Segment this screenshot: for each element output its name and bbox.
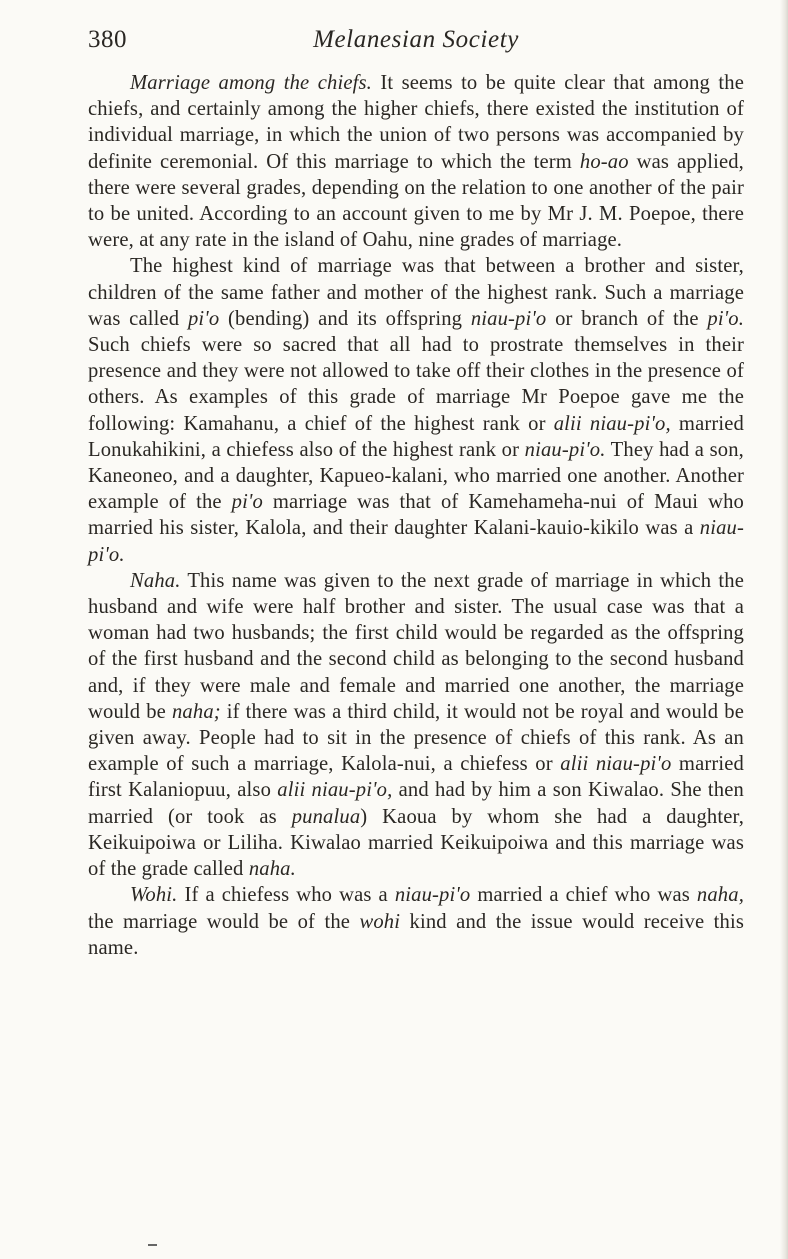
italic-term: wohi — [359, 910, 401, 933]
italic-term: Wohi. — [130, 884, 178, 907]
text-run: Such chiefs were so sacred that all had to prostrate themselves in their presence and they were not allowed to take off their clothes in the presence of others. As examples of this grade of marriage Mr Poepoe gave me the following: Kamahanu, a chief of the highest rank or — [88, 334, 744, 435]
italic-term: Marriage among the chiefs. — [130, 72, 372, 94]
text-run: It seems to be quite clear that among the chiefs, and certainly among the higher chiefs, there existed the institution of individual marriage, in which the union of two persons was accompanied by definite ceremonial. Of this marriage to which the term — [88, 72, 744, 173]
italic-term: pi'o — [231, 491, 263, 514]
page-number: 380 — [88, 26, 127, 53]
italic-term: naha; — [171, 700, 221, 723]
text-run: or branch of the — [546, 307, 708, 330]
text-run: The highest kind of marriage was that between a brother and sister, children of the same father and mother of the highest rank. Such a marriage was called — [88, 255, 744, 330]
italic-term: pi'o — [187, 307, 220, 330]
italic-term: naha, — [696, 884, 744, 907]
running-title: Melanesian Society — [313, 26, 519, 53]
italic-term: ho-ao — [579, 150, 629, 173]
text-run: and had by him a son Kiwalao. She then married (or took as — [88, 779, 744, 828]
text-run: married a chief who was — [470, 884, 697, 907]
italic-term: niau-pi'o. — [524, 438, 606, 461]
paragraph — [88, 882, 744, 961]
italic-term: punalua — [291, 805, 361, 828]
text-run: If a chiefess who was a — [177, 884, 395, 907]
text-run: They had a son, Kaneoneo, and a daughter, Kapueo-kalani, who married one another. Another example of the — [88, 438, 744, 514]
page-header — [88, 26, 744, 62]
text-run: kind and the issue would receive this name. — [88, 910, 744, 959]
text-run: was applied, there were several grades, depending on the relation to one another of the pair to be united. According to an account given to me by Mr J. M. Poepoe, there were, at any rate in the island of Oahu, nine grades of marriage. — [88, 150, 744, 252]
text-run: (bending) and its offspring — [219, 307, 471, 330]
text-run: the marriage would be of the — [88, 910, 360, 933]
paragraph — [88, 568, 744, 882]
italic-term: alii niau-pi'o, — [553, 412, 671, 435]
body-text — [88, 70, 744, 961]
paragraph — [88, 253, 744, 567]
italic-term: niau-pi'o — [394, 884, 471, 907]
italic-term: pi'o. — [707, 307, 744, 330]
italic-term: alii niau-pi'o, — [277, 779, 393, 802]
page-edge-shadow — [780, 0, 788, 1259]
text-run: married Lonukahikini, a chiefess also of the highest rank or — [88, 412, 744, 461]
text-run: marriage was that of Kamehameha-nui of Maui who married his sister, Kalola, and their daughter Kalani-kauio-kikilo was a — [88, 491, 745, 540]
italic-term: niau-pi'o. — [88, 517, 744, 566]
italic-term: naha. — [248, 858, 296, 881]
text-run: if there was a third child, it would not be royal and would be given away. People had to sit in the presence of chiefs of this rank. As an example of such a marriage, Kalola-nui, a chiefess or — [88, 700, 744, 776]
italic-term: Naha. — [130, 569, 181, 592]
text-run: ) Kaoua by whom she had a daughter, Keikuipoiwa or Liliha. Kiwalao married Keikuipoiwa and this marriage was of the grade called — [88, 805, 744, 881]
text-run: married first Kalaniopuu, also — [88, 753, 744, 802]
italic-term: niau-pi'o — [470, 307, 547, 330]
text-run: This name was given to the next grade of marriage in which the husband and wife were half brother and sister. The usual case was that a woman had two husbands; the first child would be regarded as the offspring of the first husband and the second child as belonging to the second husband and, if they were male and female and married one another, the marriage would be — [88, 569, 744, 723]
paragraph — [88, 70, 744, 253]
stray-mark — [148, 1244, 157, 1246]
italic-term: alii niau-pi'o — [560, 753, 672, 776]
